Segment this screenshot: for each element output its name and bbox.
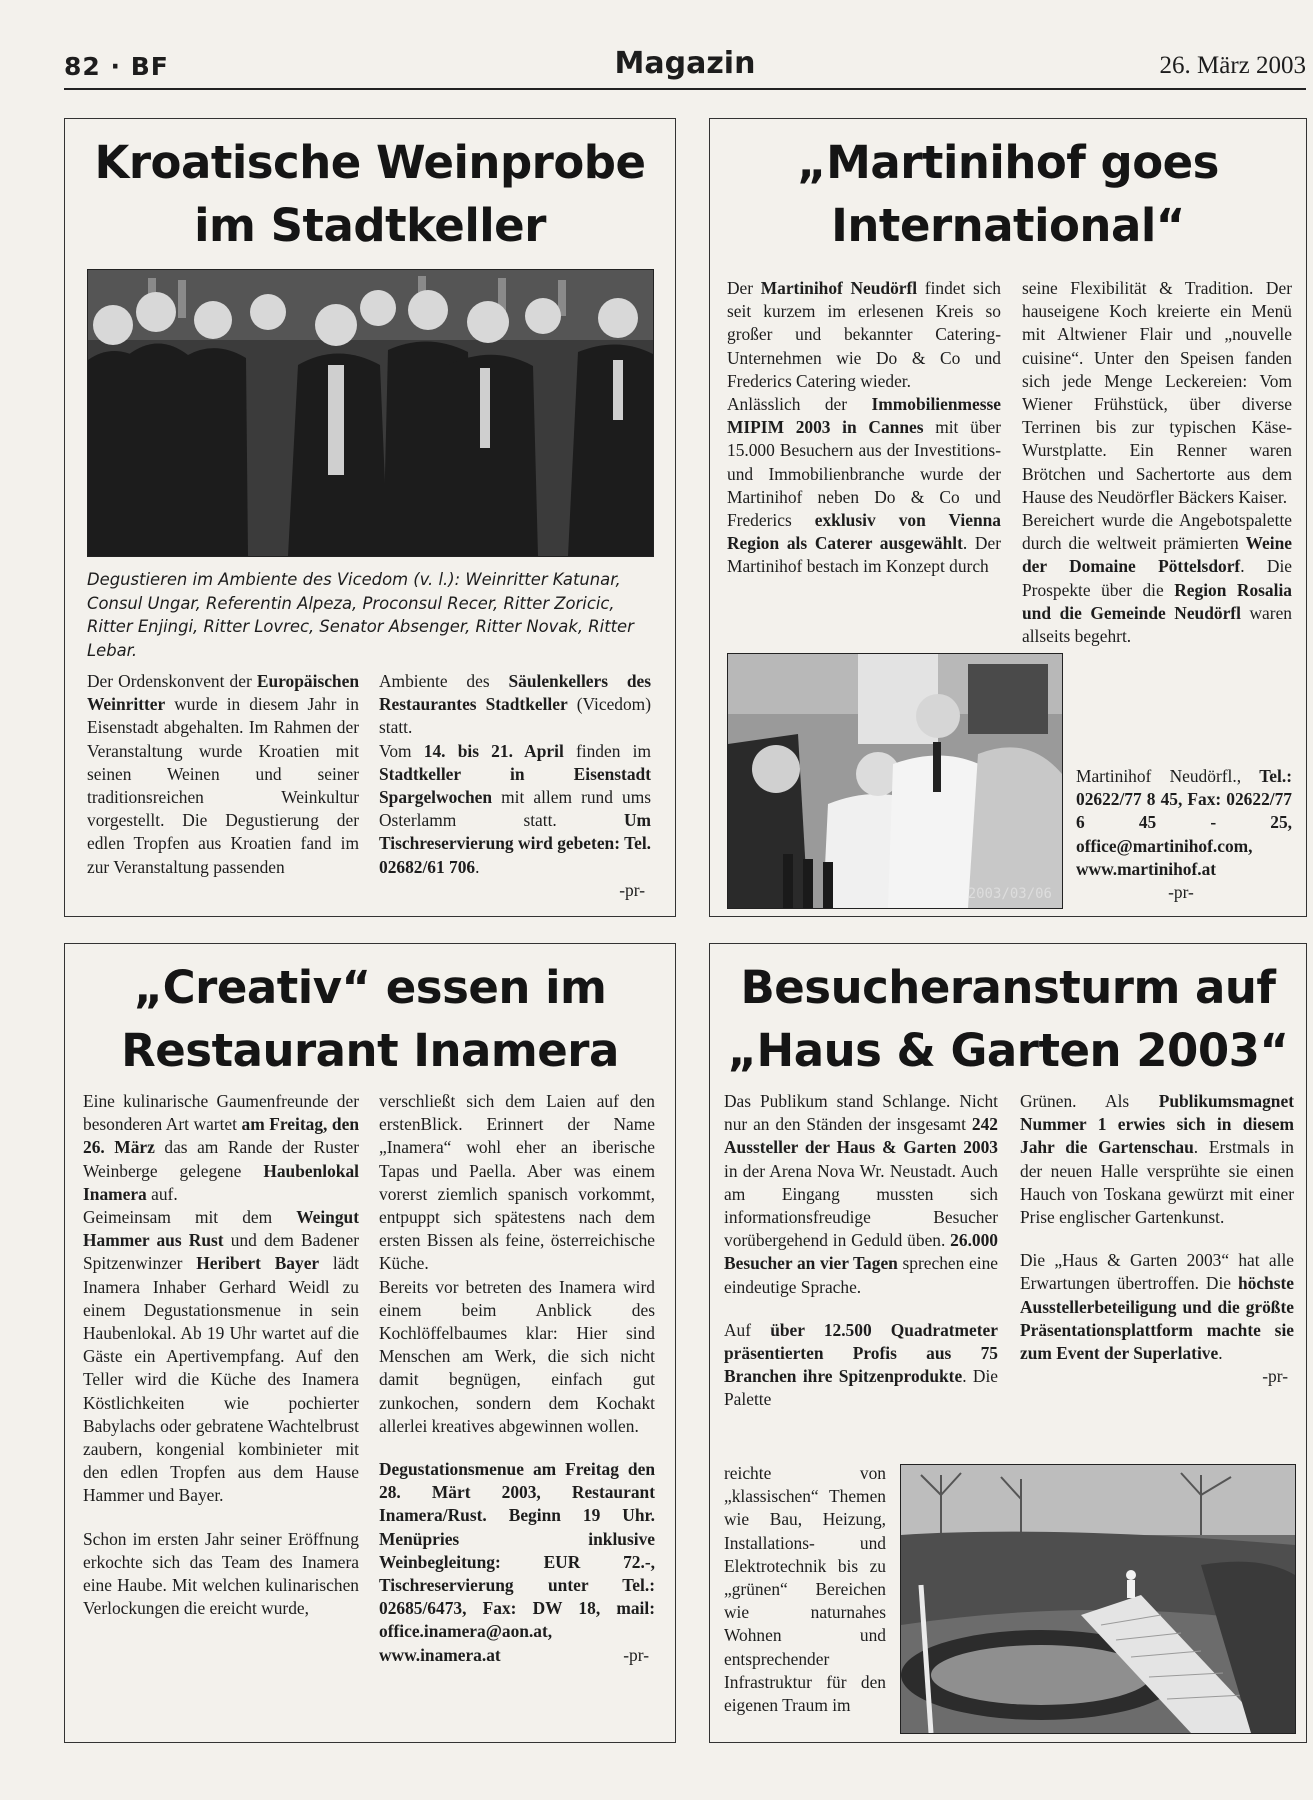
paragraph <box>727 277 1001 393</box>
text-run: Martinihof Neudörfl., <box>1076 766 1260 786</box>
article-title: „Martinihof goes International“ <box>797 136 1219 252</box>
text-run: reichte von „klassischen“ Themen wie Bau, Heizung, Installations- und Elektrotechnik bis zu „grünen“ Bereichen wie naturnahes Wohnen und entsprechender Infrastruktur für den eigenen Traum im <box>724 1463 886 1716</box>
paragraph <box>1020 1090 1294 1229</box>
text-run: . Die Palette <box>724 1366 998 1410</box>
text-run: (Vicedom) statt. <box>379 694 651 738</box>
article-column-1 <box>87 670 359 879</box>
article-haus-garten <box>709 943 1307 1743</box>
page-header <box>64 42 1306 90</box>
text-run: seine Flexibilität & Tradition. Der hauseigene Koch kreierte ein Menü mit Altwiener Flair und „nouvelle cuisine“. Unter den Speisen fanden sich jede Menge Leckereien: Vom Wiener Frühstück, über diverse Terrinen bis zur typischen Käse-Wurstplatte. Ein Renner waren Brötchen und Sachertorte aus dem Hause des Neudörfler Bäckers Kaiser. <box>1022 278 1292 507</box>
bold-text: 26.000 Besucher an vier Tagen <box>724 1230 998 1274</box>
text-run: Anlässlich der <box>727 394 872 415</box>
text-run: das am Rande der Ruster Weinberge gelegene <box>83 1137 359 1181</box>
text-run: . <box>1218 1343 1223 1364</box>
page-number: 82 · BF <box>64 52 169 81</box>
paragraph <box>379 740 651 879</box>
text-run: auf. <box>146 1183 178 1204</box>
bold-text: am Freitag, den 26. März <box>83 1114 359 1158</box>
text-run: Bereichert wurde die Angebotspalette durch die weltweit prämierten <box>1022 510 1292 554</box>
paragraph <box>83 1528 359 1621</box>
text-run: waren allseits begehrt. <box>1022 602 1292 647</box>
paragraph <box>1022 509 1292 648</box>
bold-text: Stadtkeller in Eisenstadt Spargelwochen <box>379 763 651 808</box>
author-signature: -pr- <box>619 879 645 900</box>
paragraph <box>1022 277 1292 509</box>
author-signature: -pr- <box>623 1644 649 1665</box>
text-run: sprechen eine eindeutige Sprache. <box>724 1253 998 1297</box>
paragraph <box>727 393 1001 579</box>
bold-text: höchste Ausstellerbeteiligung und die größte Präsentationsplattform machte sie zum Event der Superlative <box>1020 1273 1294 1364</box>
text-run: und dem Badener Spitzenwinzer <box>83 1230 359 1274</box>
bold-text: Degustationsmenue am Freitag den 28. Märt 2003, Restaurant Inamera/Rust. Beginn 19 Uhr. Menüpries inklusive Weinbegleitung: EUR 72.-, Tischreservierung unter Tel.: 02685/6473, Fax: DW 18, mail: office.inamera@aon.at, www.inamera.at <box>379 1459 655 1665</box>
photo-date-stamp: 2003/03/06 <box>967 886 1052 902</box>
author-signature: -pr- <box>1168 882 1194 903</box>
text-run: verschließt sich dem Laien auf den erstenBlick. Erinnert der Name „Inamera“ wohl eher an iberische Tapas und Paella. Aber was einem vorerst ziemlich spanisch vorkommt, entpuppt sich spätestens nach dem ersten Bissen als feine, österreichische Küche. <box>379 1091 655 1274</box>
text-run: . Der Martinihof bestach im Konzept durch <box>727 533 1002 577</box>
bold-text: Publikumsmagnet Nummer 1 erwies sich in diesem Jahr die Gartenschau <box>1020 1091 1294 1158</box>
text-run: Vom <box>379 740 424 761</box>
photo-caption: Degustieren im Ambiente des Vicedom (v. l.): Weinritter Katunar, Consul Ungar, Referentin Alpeza, Proconsul Recer, Ritter Zoricic, Ritter Enjingi, Ritter Lovrec, Senator Absenger, Ritter Novak, Ritter Lebar. <box>87 570 634 660</box>
group-photo <box>87 269 654 557</box>
text-run: Bereits vor betreten des Inamera wird einem beim Anblick des Kochlöffelbaumes klar: Hier sind Menschen am Werk, die sich nicht damit begnügen, einfach gut zunkochen, sondern dem Kochakt allerlei kreatives abgewinnen wollen. <box>379 1276 655 1436</box>
article-column-2 <box>1020 1090 1294 1388</box>
paragraph <box>83 1206 359 1508</box>
text-run: finden im <box>563 740 651 761</box>
text-run: . Erstmals in der neuen Halle versprühte sie einen Hauch von Toskana gewürzt mit einer Prise englischer Gartenkunst. <box>1020 1137 1294 1228</box>
issue-date: 26. März 2003 <box>1159 52 1306 79</box>
text-run: . <box>475 856 480 877</box>
bold-text: Tel.: 02622/77 8 45, Fax: 02622/77 6 45 - 25, office@martinihof.com, www.martinihof.at <box>1076 766 1292 879</box>
article-title: Besucheransturm auf „Haus & Garten 2003“ <box>727 961 1289 1077</box>
text-run: in der Arena Nova Wr. Neustadt. Auch am Eingang mussten sich informationsfreudige Besucher vorübergehend in Geduld üben. <box>724 1160 998 1251</box>
contact-info <box>1076 765 1292 904</box>
bold-text: Europäischen Weinritter <box>87 671 359 715</box>
text-run: mit allem rund ums Osterlamm statt. <box>379 787 651 831</box>
text-run: findet sich seit kurzem im erlesenen Kreis so großer und bekannter Catering-Unternehmen wie Do & Co und Frederics Catering wieder. <box>727 278 1001 391</box>
text-run: Eine kulinarische Gaumenfreunde der besonderen Art wartet <box>83 1091 359 1135</box>
article-column-1 <box>724 1090 998 1412</box>
bold-text: Haubenlokal Inamera <box>83 1160 359 1204</box>
bold-text: Weine der Domaine Pöttelsdorf <box>1022 533 1292 577</box>
paragraph <box>724 1090 998 1299</box>
text-run: Der <box>727 278 761 298</box>
text-run: mit über 15.000 Besuchern aus der Investitions- und Immobilienbranche wurde der Martinihof neben Do & Co und Frederics <box>727 417 1001 531</box>
paragraph <box>87 670 359 879</box>
article-title: „Creativ“ essen im Restaurant Inamera <box>121 961 619 1077</box>
paragraph <box>83 1090 359 1206</box>
garden-photo <box>900 1464 1296 1734</box>
paragraph <box>724 1319 998 1412</box>
text-run: . Die Prospekte über die <box>1022 556 1293 600</box>
paragraph <box>379 1090 655 1276</box>
article-column-2 <box>379 670 651 902</box>
bold-text: Region Rosalia und die Gemeinde Neudörfl <box>1022 579 1292 623</box>
text-run: Grünen. Als <box>1020 1091 1159 1111</box>
paragraph <box>379 1276 655 1438</box>
text-run: Die „Haus & Garten 2003“ hat alle Erwartungen übertroffen. Die <box>1020 1250 1294 1294</box>
article-column-1 <box>727 277 1001 579</box>
paragraph <box>1020 1249 1294 1365</box>
text-run: Geimeinsam mit dem <box>83 1207 297 1228</box>
article-martinihof <box>709 118 1307 917</box>
text-run: lädt Inamera Inhaber Gerhard Weidl zu einem Degustationsmenue in sein Haubenlokal. Ab 19 Uhr wartet auf die Gäste ein Apertivempfang. Auf den Teller wird die Küche des Inamera Köstlichkeiten wie pochierter Babylachs oder gebratene Wachtelbrust zaubern, kongenial kombinieter mit den edlen Tropfen aus dem Hause Hammer und Bayer. <box>83 1253 359 1506</box>
article-column-2 <box>379 1090 655 1667</box>
author-signature: -pr- <box>1262 1366 1288 1387</box>
bold-text: 242 Aussteller der Haus & Garten 2003 <box>724 1114 998 1158</box>
bold-text: 14. bis 21. April <box>423 740 564 761</box>
bold-text: Säulenkellers des Restaurantes Stadtkeller <box>379 671 651 715</box>
text-run: Das Publikum stand Schlange. Nicht nur an den Ständen der insgesamt <box>724 1091 998 1135</box>
article-inamera <box>64 943 676 1743</box>
bold-text: Heribert Bayer <box>196 1253 320 1274</box>
text-run: wurde in diesem Jahr in Eisenstadt abgehalten. Im Rahmen der Veranstaltung wurde Kroatien mit seinen Weinen und seiner traditionsreichen Weinkultur vorgestellt. Die Degustierung der edlen Tropfen aus Kroatien fand im zur Veranstaltung passenden <box>87 694 359 877</box>
paragraph <box>724 1462 886 1717</box>
bold-text: über 12.500 Quadratmeter präsentierten Profis aus 75 Branchen ihre Spitzenprodukte <box>724 1319 998 1387</box>
paragraph <box>379 670 651 740</box>
section-title: Magazin <box>614 46 756 81</box>
bold-text: Martinihof Neudörfl <box>760 278 918 298</box>
bold-text: exklusiv von Vienna Region als Caterer ausgewählt <box>727 510 1001 554</box>
article-column-2 <box>1022 277 1292 648</box>
event-photo <box>727 653 1063 909</box>
article-weinprobe <box>64 118 676 917</box>
text-run: Ambiente des <box>379 671 509 691</box>
text-run: Auf <box>724 1319 771 1340</box>
article-column-1-continued <box>724 1462 886 1717</box>
article-column-1 <box>83 1090 359 1620</box>
bold-text: Um Tischreservierung wird gebeten: Tel. 02682/61 706 <box>379 810 651 877</box>
bold-text: Weingut Hammer aus Rust <box>83 1207 359 1251</box>
text-run: Der Ordenskonvent der <box>87 671 257 691</box>
text-run: Schon im ersten Jahr seiner Eröffnung erkochte sich das Team des Inamera eine Haube. Mit welchen kulinarischen Verlockungen die ereicht wurde, <box>83 1528 359 1619</box>
bold-text: Immobilienmesse MIPIM 2003 in Cannes <box>727 394 1001 438</box>
contact-paragraph <box>1076 765 1292 881</box>
info-box <box>379 1458 655 1667</box>
article-title: Kroatische Weinprobe im Stadtkeller <box>94 136 646 252</box>
